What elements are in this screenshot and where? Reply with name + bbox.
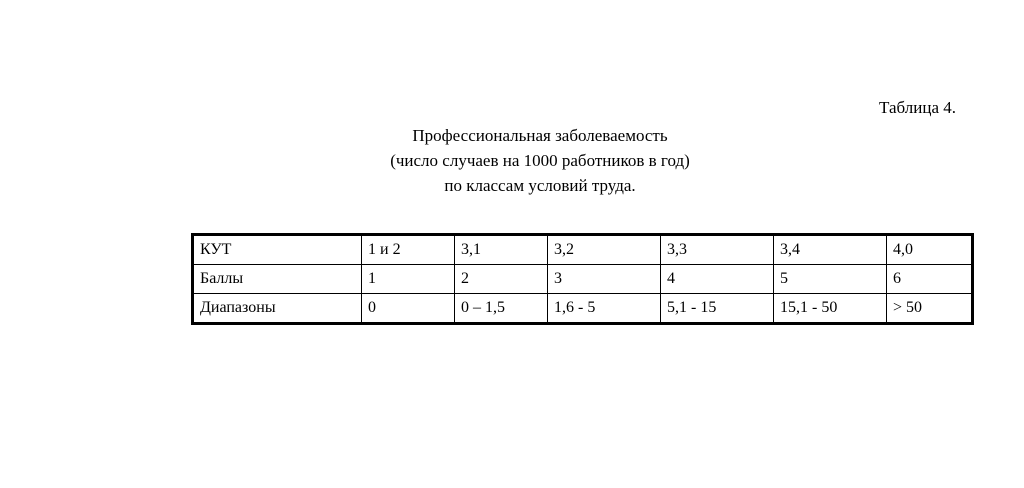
cell-diapazony-3: 1,6 - 5 bbox=[548, 294, 661, 324]
table-title-line-3: по классам условий труда. bbox=[444, 176, 636, 195]
cell-kut-1: 1 и 2 bbox=[362, 235, 455, 265]
row-label-bally: Баллы bbox=[193, 265, 362, 294]
cell-bally-4: 4 bbox=[661, 265, 774, 294]
table-row bbox=[193, 294, 973, 324]
table-row bbox=[193, 235, 973, 265]
table-title-line-1: Профессиональная заболеваемость bbox=[412, 126, 668, 145]
cell-diapazony-6: > 50 bbox=[887, 294, 973, 324]
cell-diapazony-5: 15,1 - 50 bbox=[774, 294, 887, 324]
cell-kut-6: 4,0 bbox=[887, 235, 973, 265]
table-title-line-2: (число случаев на 1000 работников в год) bbox=[390, 151, 690, 170]
cell-diapazony-4: 5,1 - 15 bbox=[661, 294, 774, 324]
table-row bbox=[193, 265, 973, 294]
cell-diapazony-1: 0 bbox=[362, 294, 455, 324]
cell-bally-5: 5 bbox=[774, 265, 887, 294]
cell-diapazony-2: 0 – 1,5 bbox=[455, 294, 548, 324]
conditions-table bbox=[191, 233, 974, 325]
cell-bally-1: 1 bbox=[362, 265, 455, 294]
cell-bally-2: 2 bbox=[455, 265, 548, 294]
row-label-diapazony: Диапазоны bbox=[193, 294, 362, 324]
table-title bbox=[0, 123, 1024, 198]
cell-bally-3: 3 bbox=[548, 265, 661, 294]
cell-kut-5: 3,4 bbox=[774, 235, 887, 265]
cell-bally-6: 6 bbox=[887, 265, 973, 294]
cell-kut-4: 3,3 bbox=[661, 235, 774, 265]
cell-kut-2: 3,1 bbox=[455, 235, 548, 265]
row-label-kut: КУТ bbox=[193, 235, 362, 265]
cell-kut-3: 3,2 bbox=[548, 235, 661, 265]
table-number-caption: Таблица 4. bbox=[879, 98, 956, 117]
